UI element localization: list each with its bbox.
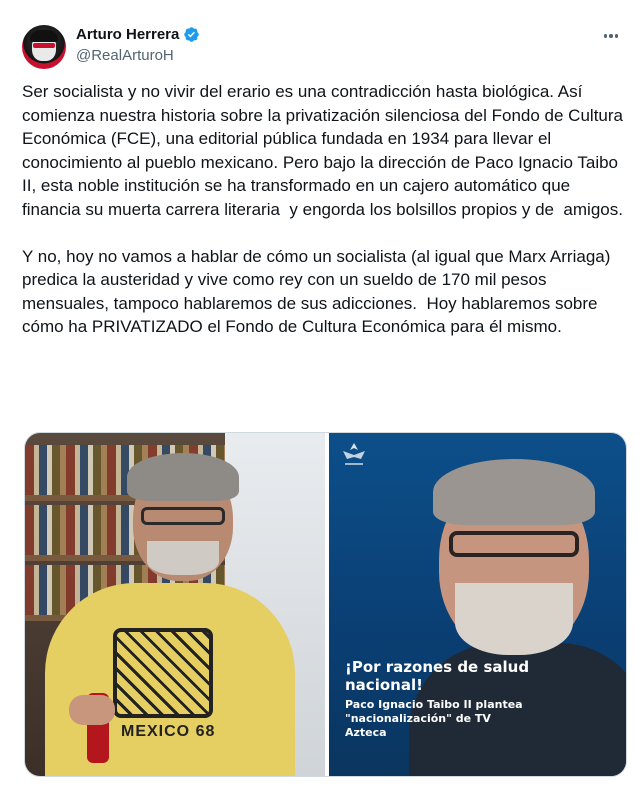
more-options-icon[interactable]	[599, 26, 623, 46]
person-hair	[433, 459, 595, 525]
person-hair	[127, 453, 239, 501]
media-caption	[345, 658, 535, 740]
more-dot	[604, 34, 608, 38]
author-names	[76, 24, 200, 64]
person-beard	[455, 583, 573, 655]
outlet-logo-icon	[337, 441, 371, 469]
verified-badge-icon[interactable]	[183, 26, 200, 43]
person-glasses	[449, 531, 579, 557]
shirt-text: MEXICO 68	[121, 723, 216, 740]
avatar[interactable]	[22, 25, 66, 69]
person-beard	[147, 541, 219, 575]
caption-body: Paco Ignacio Taibo II plantea "nacionalización" de TV Azteca	[345, 698, 523, 739]
more-dot	[615, 34, 619, 38]
caption-headline: ¡Por razones de salud nacional!	[345, 658, 530, 694]
person-hand	[69, 695, 115, 725]
more-dot	[609, 34, 613, 38]
tweet-paragraph-1: Ser socialista y no vivir del erario es una contradicción hasta biológica. Así comienza nuestra historia sobre la privatización silenciosa del Fondo de Cultura Económica (FCE), una editorial pública fundada en 1934 para llevar el conocimiento al pueblo mexicano. Pero bajo la dirección de Paco Ignacio Taibo II, esta noble institución se ha transformado en un cajero automático que financia su muerta carrera literaria y engorda los bolsillos propios y de amigos.	[22, 82, 628, 219]
tweet-header	[22, 22, 625, 68]
media-photo-right[interactable]	[329, 433, 627, 777]
media-photo-left[interactable]	[25, 433, 325, 777]
display-name[interactable]: Arturo Herrera	[76, 25, 180, 43]
avatar-hair	[30, 30, 58, 42]
tweet-text	[22, 80, 632, 339]
display-name-row	[76, 24, 200, 44]
tweet-media[interactable]	[24, 432, 627, 777]
handle[interactable]: @RealArturoH	[76, 47, 174, 64]
person-glasses	[141, 507, 225, 525]
avatar-sunglasses	[33, 43, 55, 48]
shirt-graphic	[113, 628, 213, 718]
tweet-paragraph-2: Y no, hoy no vamos a hablar de cómo un socialista (al igual que Marx Arriaga) predica la austeridad y vive como rey con un sueldo de 170 mil pesos mensuales, tampoco hablaremos de sus adicciones. Hoy hablaremos sobre cómo ha PRIVATIZADO el Fondo de Cultura Económica para él mismo.	[22, 246, 616, 336]
